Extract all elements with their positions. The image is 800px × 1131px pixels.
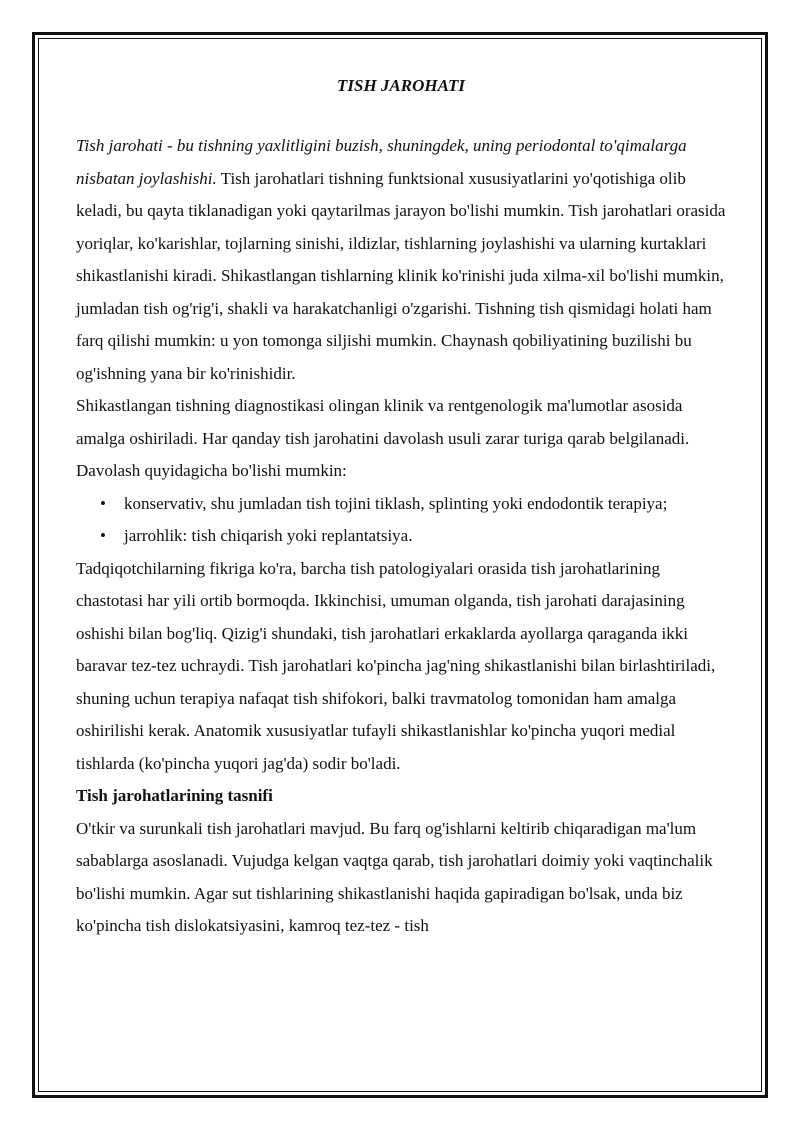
list-item-text: konservativ, shu jumladan tish tojini tiklash, splinting yoki endodontik terapiya; <box>124 493 668 513</box>
document-page <box>76 66 726 943</box>
intro-body-text: Tish jarohatlari tishning funktsional xususiyatlarini yo'qotishiga olib keladi, bu qayta tiklanadigan yoki qaytarilmas jarayon bo'lishi mumkin. Tish jarohatlari orasida yoriqlar, ko'karishlar, tojlarning sinishi, ildizlar, tishlarning joylashishi va ularning kurtaklari shikastlanishi kiradi. Shikastlangan tishlarning klinik ko'rinishi juda xilma-xil bo'lishi mumkin, jumladan tish og'rig'i, shakli va harakatchanligi o'zgarishi. Tishning tish qismidagi holati ham farq qilishi mumkin: u yon tomonga siljishi mumkin. Chaynash qobiliyatining buzilishi bu og'ishning yana bir ko'rinishidir. <box>76 168 726 383</box>
document-title: TISH JAROHATI <box>336 76 465 95</box>
diagnostics-paragraph: Shikastlangan tishning diagnostikasi olingan klinik va rentgenologik ma'lumotlar asosida amalga oshiriladi. Har qanday tish jarohatini davolash usuli zarar turiga qarab belgilanadi. Davolash quyidagicha bo'lishi mumkin: <box>76 396 690 480</box>
bullet-icon: • <box>100 526 106 545</box>
list-item <box>100 488 726 521</box>
list-item-text: jarrohlik: tish chiqarish yoki replantatsiya. <box>124 526 413 545</box>
intro-paragraph <box>76 130 726 390</box>
treatment-list <box>76 488 726 553</box>
bullet-icon: • <box>100 493 106 513</box>
list-item <box>100 520 726 553</box>
research-paragraph: Tadqiqotchilarning fikriga ko'ra, barcha tish patologiyalari orasida tish jarohatlarining chastotasi har yili ortib bormoqda. Ikkinchisi, umuman olganda, tish jarohati darajasining oshishi bilan bog'liq. Qizig'i shundaki, tish jarohatlari erkaklarda ayollarga qaraganda ikki baravar tez-tez uchraydi. Tish jarohatlari ko'pincha jag'ning shikastlanishi bilan birlashtiriladi, shuning uchun terapiya nafaqat tish shifokori, balki travmatolog tomonidan ham amalga oshirilishi kerak. Anatomik xususiyatlar tufayli shikastlanishlar ko'pincha yuqori medial tishlarda (ko'pincha yuqori jag'da) sodir bo'ladi. <box>76 558 716 773</box>
classification-paragraph: O'tkir va surunkali tish jarohatlari mavjud. Bu farq og'ishlarni keltirib chiqaradigan ma'lum sabablarga asoslanadi. Vujudga kelgan vaqtga qarab, tish jarohatlari doimiy yoki vaqtinchalik bo'lishi mumkin. Agar sut tishlarining shikastlanishi haqida gapiradigan bo'lsak, unda biz ko'pincha tish dislokatsiyasini, kamroq tez-tez - tish <box>76 818 713 935</box>
section-heading: Tish jarohatlarining tasnifi <box>76 786 273 805</box>
definition-text: Tish jarohati - bu tishning yaxlitligini buzish, shuningdek, uning periodontal to'qimalarga nisbatan joylashishi. <box>76 136 687 188</box>
